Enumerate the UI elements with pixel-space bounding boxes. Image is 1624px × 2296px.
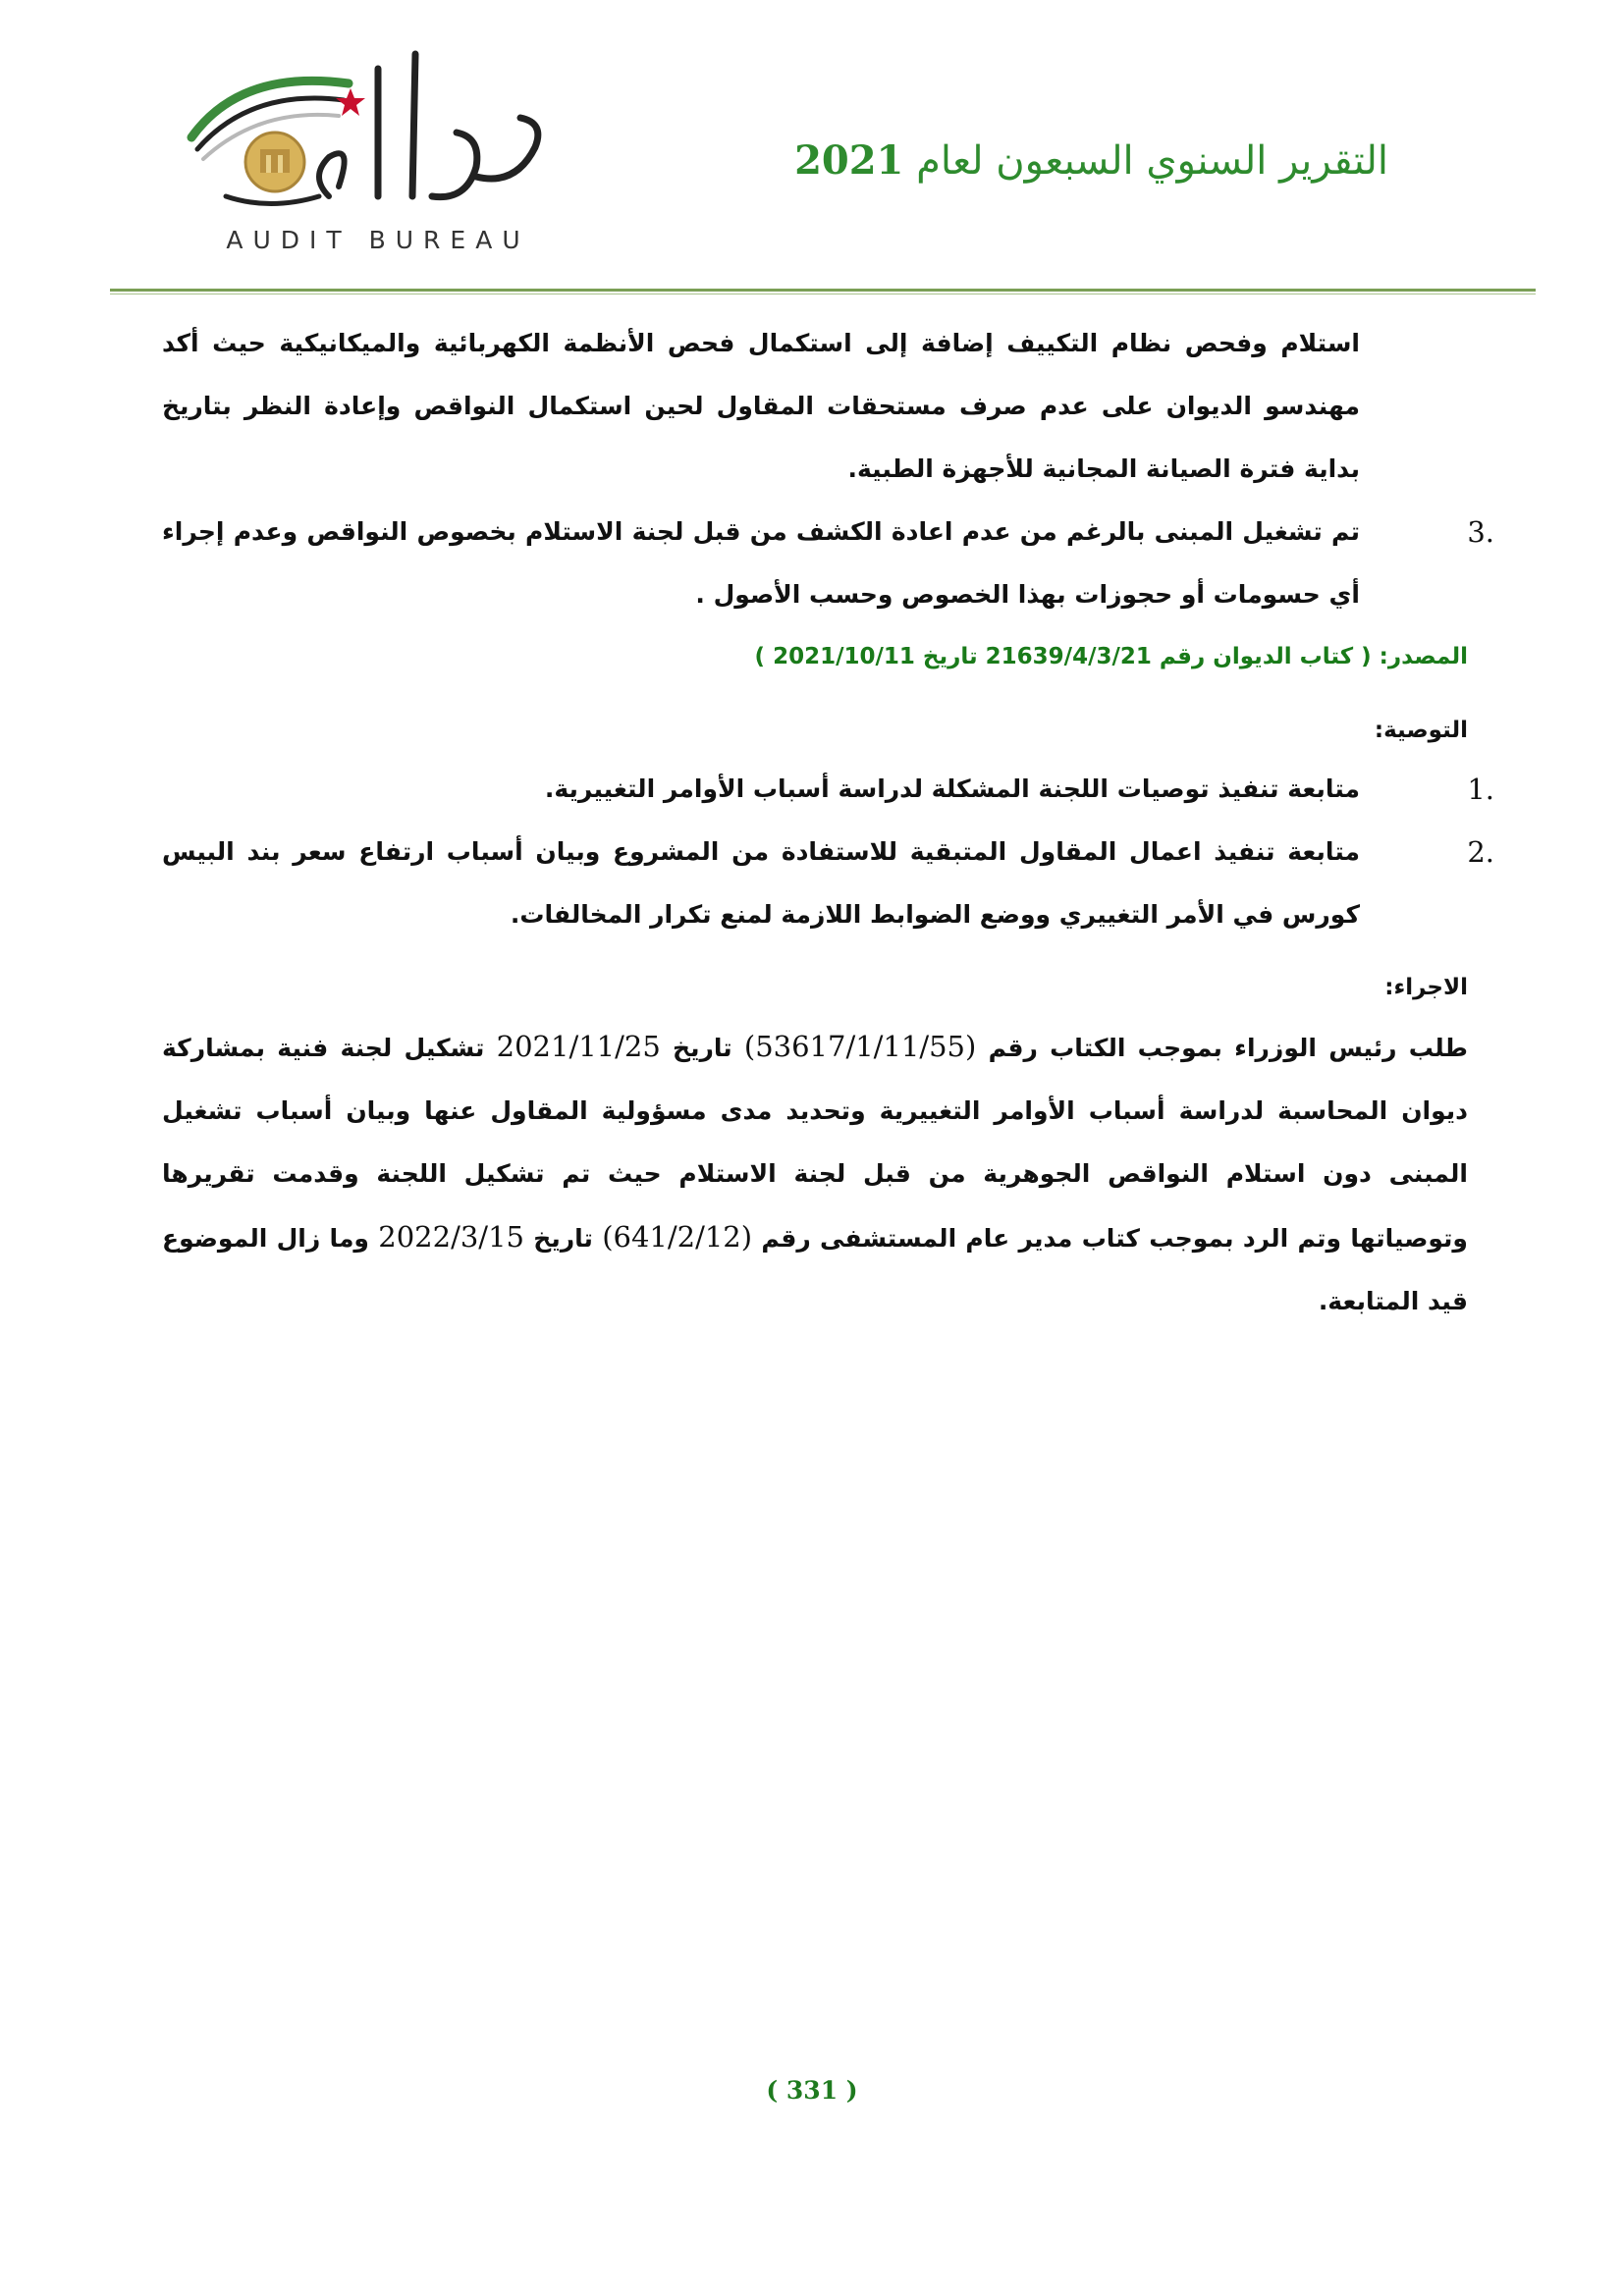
list-item-text: متابعة تنفيذ توصيات اللجنة المشكلة لدراسة أسباب الأوامر التغييرية. [544,774,1360,803]
list-number: 2. [1467,835,1494,869]
procedure-text-a: طلب رئيس الوزراء بموجب الكتاب رقم [988,1034,1468,1062]
recommendation-heading: التوصية: [1374,718,1468,743]
page-content [162,312,1494,1333]
procedure-ref-2: (641/2/12) [602,1220,753,1254]
procedure-heading: الاجراء: [1384,975,1468,1000]
procedure-text-e: وما زال الموضوع قيد المتابعة. [162,1224,1468,1315]
procedure-date-2: 2022/3/15 [378,1220,524,1254]
audit-bureau-logo [182,29,560,265]
recommendation-item-1 [162,758,1494,821]
procedure-ref-1: (53617/1/11/55) [743,1030,977,1063]
list-item-text: متابعة تنفيذ اعمال المقاول المتبقية للاستفادة من المشروع وبيان أسباب ارتفاع سعر بند البيس كورس في الأمر التغييري ووضع الضوابط اللازمة لمنع تكرار المخالفات. [162,837,1360,929]
list-number: 3. [1467,515,1494,549]
continuation-paragraph: استلام وفحص نظام التكييف إضافة إلى استكمال فحص الأنظمة الكهربائية والميكانيكية حيث أكد مهندسو الديوان على عدم صرف مستحقات المقاول لحين استكمال النواقص وإعادة النظر بتاريخ بداية فترة الصيانة المجانية للأجهزة الطبية. [162,329,1360,483]
recommendation-item-2 [162,821,1494,946]
logo-emblem-icon [182,29,560,226]
source-note: المصدر: ( كتاب الديوان رقم 21639/4/3/21 تاريخ 2021/10/11 ) [754,644,1468,669]
list-item-3 [162,501,1494,626]
logo-subtitle: AUDIT BUREAU [226,226,530,254]
procedure-paragraph [162,1015,1468,1333]
procedure-text-b: تاريخ [673,1034,732,1062]
procedure-text-d: تاريخ [533,1224,593,1253]
report-title-text: التقرير السنوي السبعون لعام [916,138,1388,184]
report-year: 2021 [794,137,904,184]
procedure-text-c: تشكيل لجنة فنية بمشاركة ديوان المحاسبة لدراسة أسباب الأوامر التغييرية وتحديد مدى مسؤولية المقاول عنها وبيان أسباب تشغيل المبنى دون استلام النواقص الجوهرية من قبل لجنة الاستلام حيث تم تشكيل اللجنة وقدمت تقريرها وتوصياتها وتم الرد بموجب كتاب مدير عام المستشفى رقم [162,1034,1468,1253]
header-divider [110,289,1536,292]
procedure-date-1: 2021/11/25 [496,1030,661,1063]
page-header [0,0,1624,294]
list-item-text: تم تشغيل المبنى بالرغم من عدم اعادة الكشف من قبل لجنة الاستلام بخصوص النواقص وعدم إجراء أي حسومات أو حجوزات بهذا الخصوص وحسب الأصول . [162,517,1360,609]
page-number: ( 331 ) [766,2076,858,2105]
report-title [794,137,1388,184]
list-number: 1. [1467,773,1494,806]
